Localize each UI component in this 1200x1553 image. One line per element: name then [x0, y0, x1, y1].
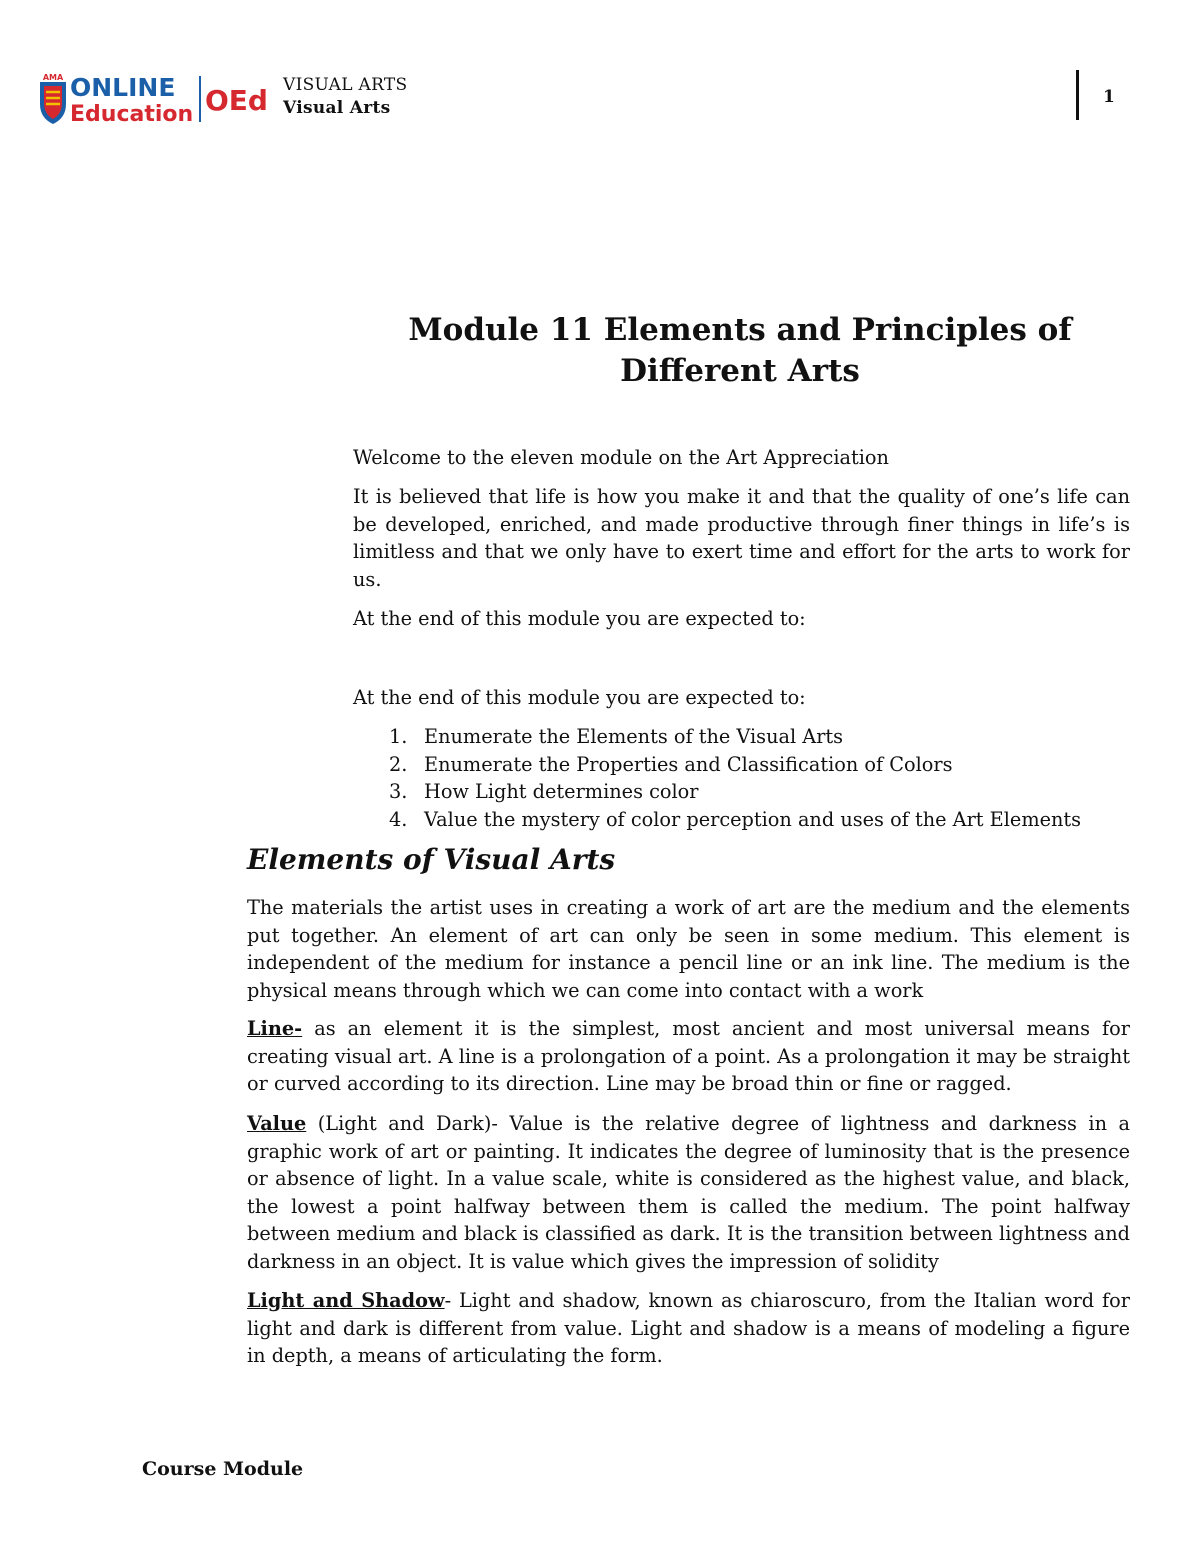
- expectations-lead-repeat: At the end of this module you are expected to:: [353, 686, 806, 709]
- welcome-text: Welcome to the eleven module on the Art Appreciation: [353, 446, 889, 469]
- line-term: Line-: [247, 1017, 303, 1040]
- title-rest: Elements and Principles of Different Arts: [592, 312, 1072, 389]
- list-number: 1.: [389, 725, 408, 748]
- list-item: [353, 723, 1143, 751]
- light-shadow-term: Light and Shadow: [247, 1289, 445, 1312]
- list-item: [353, 778, 1143, 806]
- ama-logo-text: AMA: [42, 73, 64, 82]
- list-number: 4.: [389, 807, 408, 831]
- intro-paragraph: It is believed that life is how you make it and that the quality of one’s life can be developed, enriched, and made productive through finer things in life’s is limitless and that we only have to exert time and effort for the arts to work for us.: [353, 485, 1130, 591]
- expectations-lead: At the end of this module you are expected to:: [353, 607, 806, 630]
- section-heading: Elements of Visual Arts: [247, 843, 616, 876]
- list-text: Enumerate the Elements of the Visual Arts: [424, 725, 844, 748]
- list-item: [353, 751, 1143, 779]
- page-title: [345, 310, 1135, 392]
- list-number: 3.: [389, 780, 408, 803]
- value-paragraph: [247, 1110, 1130, 1275]
- materials-paragraph: The materials the artist uses in creating a work of art are the medium and the elements put together. An element of art can only be seen in some medium. This element is independent of the medium for instance a pencil line or an ink line. The medium is the physical means through which we can come into contact with a work: [247, 896, 1130, 1002]
- header-course-title: VISUAL ARTS: [283, 75, 408, 95]
- list-number: 2.: [389, 752, 408, 776]
- objectives-list: [353, 723, 1143, 833]
- online-logo-text: ONLINE: [70, 73, 176, 102]
- list-text: Value the mystery of color perception and uses of the Art Elements: [424, 807, 1082, 831]
- footer-label: Course Module: [142, 1458, 304, 1480]
- oed-logo-text: OEd: [205, 84, 268, 117]
- online-education-logo: [36, 70, 272, 126]
- shield-icon: [40, 73, 66, 124]
- list-text: Enumerate the Properties and Classification of Colors: [424, 752, 953, 776]
- header-divider: [1076, 70, 1079, 120]
- line-description: as an element it is the simplest, most ancient and most universal means for creating visual art. A line is a prolongation of a point. As a prolongation it may be straight or curved according to its direction. Line may be broad thin or fine or ragged.: [247, 1017, 1130, 1095]
- light-shadow-description: - Light and shadow, known as chiaroscuro, from the Italian word for light and dark is different from value. Light and shadow is a means of modeling a figure in depth, a means of articulating the form.: [247, 1289, 1130, 1367]
- education-logo-text: Education: [70, 102, 194, 126]
- line-paragraph: [247, 1015, 1130, 1098]
- light-shadow-paragraph: [247, 1287, 1130, 1370]
- title-prefix: Module 11: [408, 312, 593, 348]
- list-item: [353, 806, 1143, 834]
- header-course-subtitle: Visual Arts: [283, 98, 391, 118]
- list-text: How Light determines color: [424, 780, 699, 803]
- value-description: (Light and Dark)- Value is the relative degree of lightness and darkness in a graphic work of art or painting. It indicates the degree of luminosity that is the presence or absence of light. In a value scale, white is considered as the highest value, and black, the lowest a point halfway between them is called the medium. The point halfway between medium and black is classified as dark. It is the transition between lightness and darkness in an object. It is value which gives the impression of solidity: [247, 1112, 1130, 1273]
- value-term: Value: [247, 1112, 307, 1135]
- page-number: 1: [1103, 87, 1115, 107]
